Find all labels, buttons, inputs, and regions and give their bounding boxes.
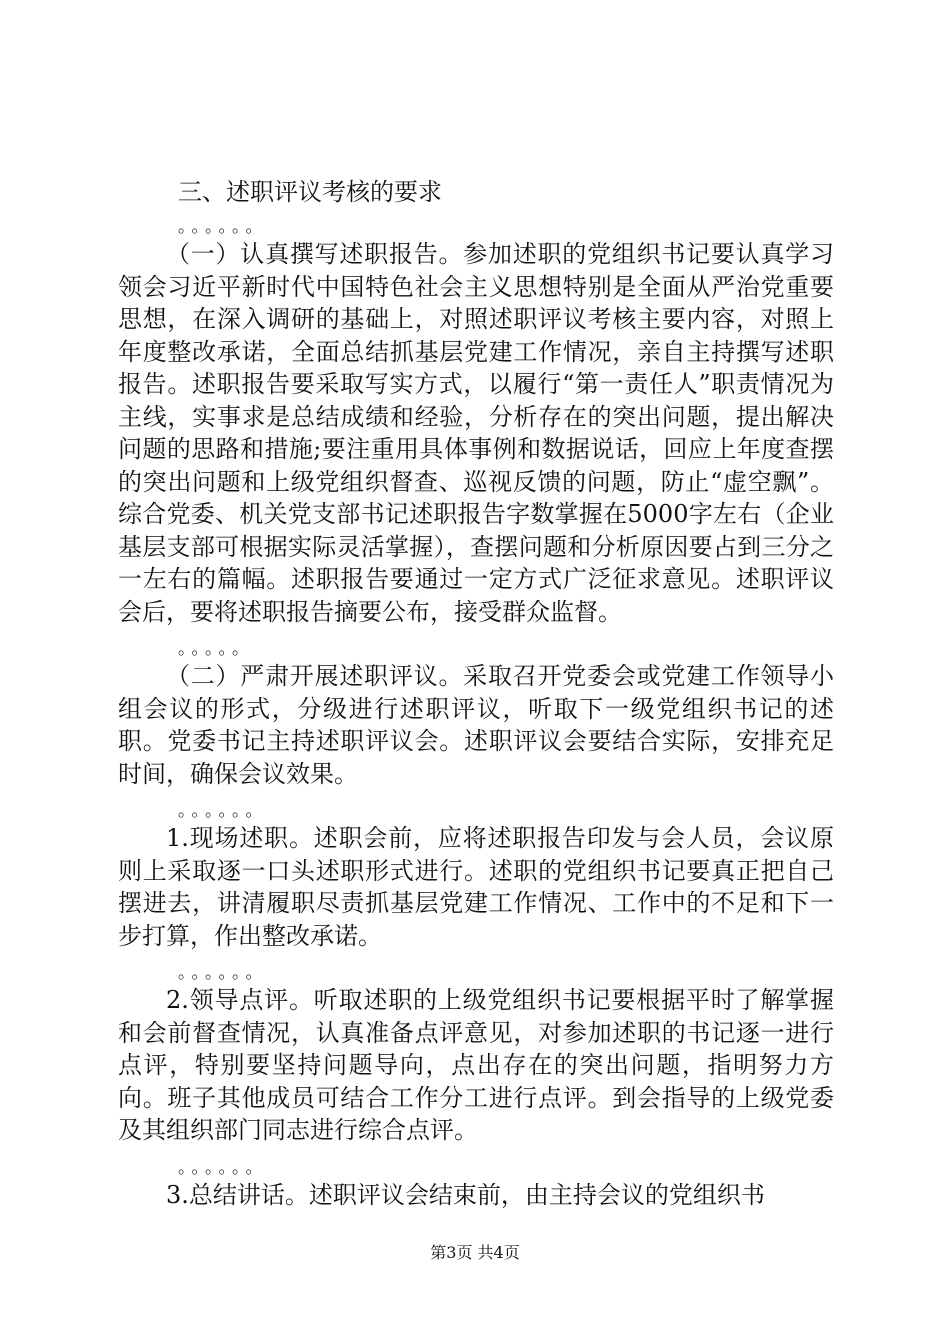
document-body xyxy=(118,172,834,1211)
section-heading: 三、述职评议考核的要求 xyxy=(178,178,442,206)
paragraph-leader-comment: 2.领导点评。听取述职的上级党组织书记要根据平时了解掌握和会前督查情况，认真准备点评意见，对参加述职的书记逐一进行点评，特别要坚持问题导向，点出存在的突出问题，指明努力方向。班子其他成员可结合工作分工进行点评。到会指导的上级党委及其组织部门同志进行综合点评。 xyxy=(118,986,834,1144)
page-number: 第3页 共4页 xyxy=(430,1243,520,1262)
dot-separator: 。。。。。。 xyxy=(178,801,268,821)
dot-separator: 。。。。。。 xyxy=(178,963,268,983)
paragraph-summary-speech: 3.总结讲话。述职评议会结束前，由主持会议的党组织书 xyxy=(166,1180,765,1209)
paragraph-onsite-report: 1.现场述职。述职会前，应将述职报告印发与会人员，会议原则上采取逐一口头述职形式进行。述职的党组织书记要真正把自己摆进去，讲清履职尽责抓基层党建工作情况、工作中的不足和下一步打算，作出整改承诺。 xyxy=(118,824,834,950)
paragraph-conduct-review: （二）严肃开展述职评议。采取召开党委会或党建工作领导小组会议的形式，分级进行述职评议，听取下一级党组织书记的述职。党委书记主持述职评议会。述职评议会要结合实际，安排充足时间，确保会议效果。 xyxy=(118,662,834,788)
dot-separator: 。。。。。。 xyxy=(178,217,268,237)
dot-separator: 。。。。。。 xyxy=(178,1157,268,1178)
dot-separator: 。。。。。 xyxy=(178,639,254,659)
paragraph-write-report: （一）认真撰写述职报告。参加述职的党组织书记要认真学习领会习近平新时代中国特色社会主义思想特别是全面从严治党重要思想，在深入调研的基础上，对照述职评议考核主要内容，对照上年度整改承诺，全面总结抓基层党建工作情况，亲自主持撰写述职报告。述职报告要采取写实方式，以履行“第一责任人”职责情况为主线，实事求是总结成绩和经验，分析存在的突出问题，提出解决问题的思路和措施;要注重用具体事例和数据说话，回应上年度查摆的突出问题和上级党组织督查、巡视反馈的问题，防止“虚空飘”。综合党委、机关党支部书记述职报告字数掌握在5000字左右（企业基层支部可根据实际灵活掌握），查摆问题和分析原因要占到三分之一左右的篇幅。述职报告要通过一定方式广泛征求意见。述职评议会后，要将述职报告摘要公布，接受群众监督。 xyxy=(118,240,834,626)
